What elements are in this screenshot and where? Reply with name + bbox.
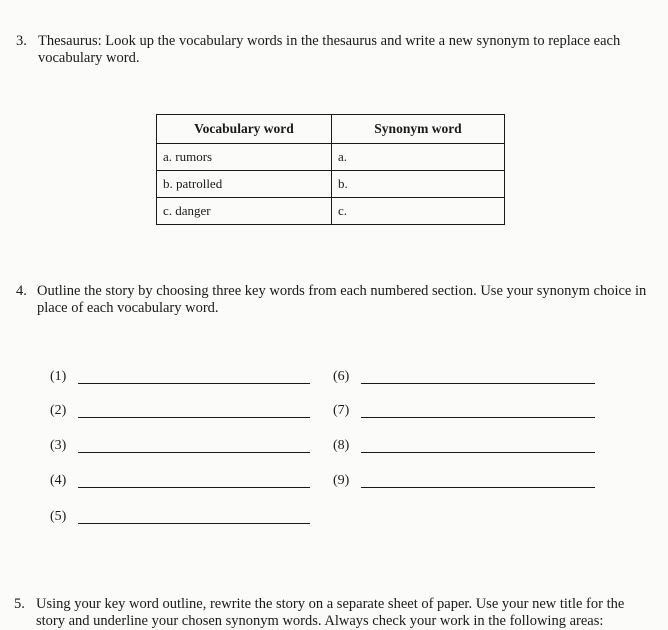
table-row	[157, 198, 505, 225]
question-text: Thesaurus: Look up the vocabulary words in the thesaurus and write a new synonym to replace each vocabulary word.	[38, 33, 621, 66]
question-number: 5.	[14, 596, 25, 612]
blank-line[interactable]	[78, 487, 310, 488]
question-number: 3.	[16, 33, 27, 49]
table-row	[157, 171, 505, 198]
blank-line[interactable]	[78, 452, 310, 453]
blank-line[interactable]	[78, 523, 310, 524]
vocab-cell: c. danger	[157, 198, 332, 225]
vocab-cell: b. patrolled	[157, 171, 332, 198]
blank-label: (7)	[333, 403, 350, 418]
blank-label: (3)	[50, 438, 67, 453]
vocabulary-table	[156, 114, 505, 225]
question-text: Using your key word outline, rewrite the story on a separate sheet of paper. Use your new title for the story and underline your chosen synonym words. Always check your work in the following areas:	[36, 596, 625, 629]
table-header-row	[157, 115, 505, 144]
blank-line[interactable]	[361, 417, 595, 418]
vocab-cell: a. rumors	[157, 144, 332, 171]
table-row	[157, 144, 505, 171]
synonym-cell[interactable]: c.	[332, 198, 505, 225]
blank-line[interactable]	[78, 417, 310, 418]
header-synonym-word: Synonym word	[332, 115, 505, 144]
blank-label: (6)	[333, 369, 350, 384]
blank-line[interactable]	[78, 383, 310, 384]
blank-label: (4)	[50, 473, 67, 488]
synonym-cell[interactable]: b.	[332, 171, 505, 198]
blank-line[interactable]	[361, 452, 595, 453]
blank-label: (1)	[50, 369, 67, 384]
question-number: 4.	[16, 283, 27, 299]
header-vocabulary-word: Vocabulary word	[157, 115, 332, 144]
blank-label: (2)	[50, 403, 67, 418]
blank-label: (9)	[333, 473, 350, 488]
blank-label: (5)	[50, 509, 67, 524]
question-text: Outline the story by choosing three key words from each numbered section. Use your synonym choice in place of each vocabulary word.	[37, 283, 647, 316]
blank-line[interactable]	[361, 487, 595, 488]
blank-label: (8)	[333, 438, 350, 453]
synonym-cell[interactable]: a.	[332, 144, 505, 171]
blank-line[interactable]	[361, 383, 595, 384]
